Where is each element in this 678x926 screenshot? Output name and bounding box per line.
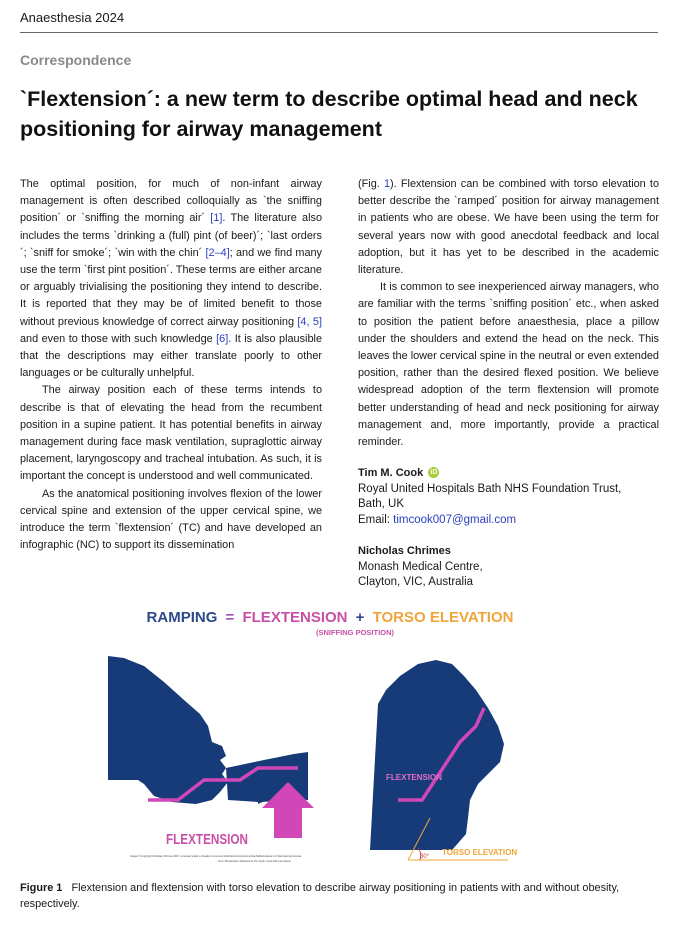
left-paragraph-1-text: and even to those with such knowledge [20, 332, 217, 345]
author-location: Bath, UK [358, 498, 405, 510]
right-column [358, 176, 659, 451]
citation-link[interactable]: 1 [383, 178, 391, 190]
author-name: Nicholas Chrimes [358, 545, 451, 557]
angle-label: 30° [420, 854, 430, 860]
copyright-line-2: Term 'Flextension' attributed to Tim Cook. Used with permission [218, 860, 291, 863]
left-flextension-label: FLEXTENSION [166, 831, 248, 848]
left-column [20, 176, 322, 554]
left-paragraph-1-text: . It is also plausible that the descriptions may either translate poorly to other languages or be culturally unhelpful. [20, 332, 322, 380]
left-paragraph-2: The airway position each of these terms intends to describe is that of elevating the head from the recumbent position in a supine patient. It has potential benefits in airway management during face mask ventilation, supraglottic airway placement, laryngoscopy and tracheal intubation. As such, it is important the concept is understood and well communicated. [20, 384, 322, 483]
author-name: Tim M. Cook [358, 467, 424, 479]
author-email-link[interactable]: timcook007@gmail.com [393, 513, 517, 526]
author-block-2 [358, 544, 483, 591]
journal-name: Anaesthesia 2024 [20, 10, 125, 25]
right-paragraph-1-text: ). Flextension can be combined with torso elevation to better describe the `ramped´ position for airway management in patients who are obese. We have been using the term for several years now with good anecdotal feedback and local adoption, but it has yet to be described in the academic literature. [358, 178, 659, 277]
header-rule [20, 32, 658, 33]
right-paragraph-1 [358, 176, 659, 279]
left-silhouette [108, 656, 314, 848]
citation-link[interactable]: [1] [210, 212, 223, 225]
left-paragraph-1-text: ; and we find many use the term `first pint position´. These terms are either arcane or arguably trivialising the positioning they intend to describe. It is reported that they may be of limited benefit to those without previous knowledge of correct airway positioning [20, 246, 322, 328]
left-paragraph-1 [20, 176, 322, 382]
left-paragraph-1-text: The optimal position, for much of non-infant airway management is often described colloquially as `the sniffing position´ or `sniffing the morning air´ [20, 178, 322, 225]
right-paragraph-1-text: (Fig. [358, 178, 384, 190]
section-label: Correspondence [20, 52, 132, 68]
figure-caption-text: Flextension and flextension with torso elevation to describe airway positioning in patients with and without obesity, respectively. [20, 882, 620, 910]
plus-sign: + [355, 609, 365, 626]
equals-sign: = [225, 609, 235, 626]
email-label: Email: [358, 513, 394, 526]
author-location: Clayton, VIC, Australia [358, 576, 474, 588]
citation-link[interactable]: [4, 5] [297, 315, 322, 328]
right-silhouette [370, 660, 517, 860]
figure-label: Figure 1 [20, 882, 63, 894]
author-affiliation: Monash Medical Centre, [358, 560, 483, 573]
flextension-word: FLEXTENSION [242, 609, 348, 626]
orcid-icon[interactable]: iD [430, 469, 438, 477]
figure-caption [20, 880, 660, 912]
flextension-infographic [108, 604, 570, 874]
author-block-1 [358, 466, 621, 528]
citation-link[interactable]: [6] [216, 332, 229, 345]
left-paragraph-3: As the anatomical positioning involves flexion of the lower cervical spine and extension of the upper cervical spine, we introduce the term `flextension´ (TC) and have developed an infographic (NC) to support its dissemination [20, 487, 322, 552]
ramping-word: RAMPING [146, 609, 218, 626]
sniffing-subtitle: (SNIFFING POSITION) [316, 628, 394, 637]
infographic-heading [147, 609, 514, 626]
right-flextension-label: FLEXTENSION [386, 773, 443, 782]
right-paragraph-2: It is common to see inexperienced airway managers, who are familiar with the terms `sniffing position´ etc., when asked to position the patient before anaesthesia, place a pillow under the shoulders and extend the head on the neck. This leaves the lower cervical spine in the neutral or even extended position, rather than the desired flexed position. We believe widespread adoption of the term flextension will promote better understanding of head and neck positioning for airway management and, more importantly, provide a practical reminder. [358, 281, 659, 449]
left-paragraph-1-text: . The literature also includes the terms `drinking a (full) pint (of beer)´; `last orders´; `sniff for smoke´; `win with the chin´ [20, 212, 322, 259]
torso-elevation-word: TORSO ELEVATION [372, 609, 514, 626]
citation-link[interactable]: [2–4] [205, 246, 230, 259]
copyright-line-1: Image © Copyright Nicholas Chrimes 2017. Licensed under a Creative Commons Attribution-NonCommercial-NoDerivatives 4.0 International License [130, 855, 302, 858]
author-affiliation: Royal United Hospitals Bath NHS Foundation Trust, [358, 482, 622, 495]
torso-elevation-label: TORSO ELEVATION [442, 848, 518, 857]
article-title: `Flextension´: a new term to describe optimal head and neck positioning for airway management [20, 87, 638, 141]
